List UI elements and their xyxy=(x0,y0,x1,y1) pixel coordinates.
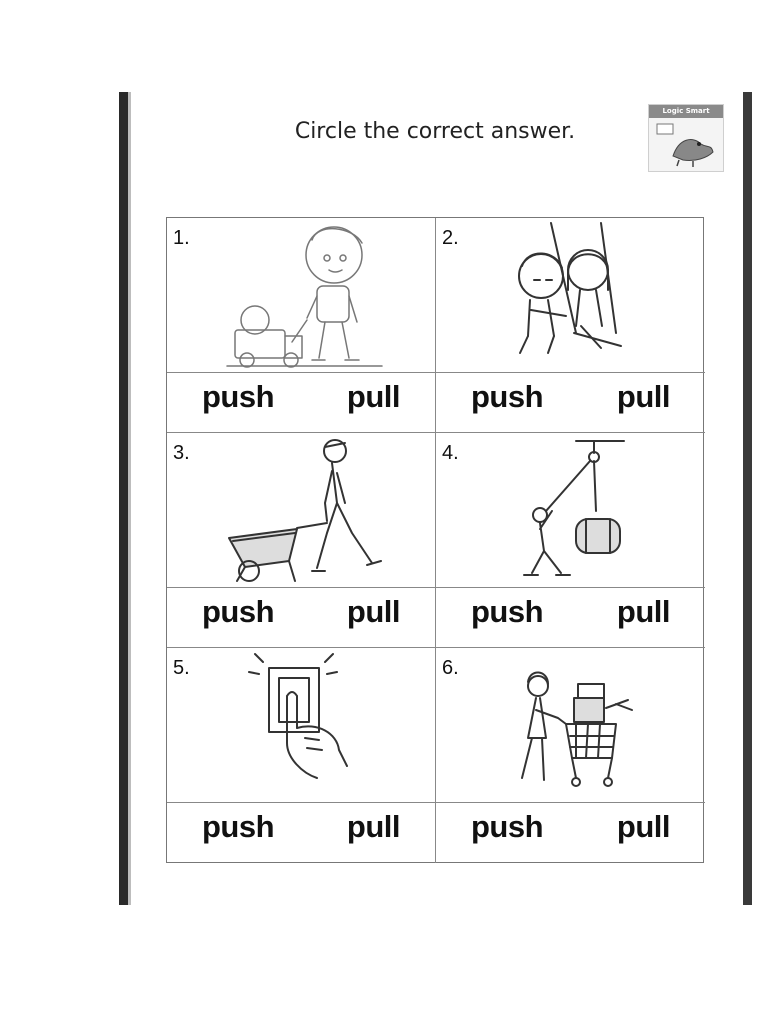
answer-grid xyxy=(166,217,704,863)
push-option[interactable]: push xyxy=(471,594,544,629)
item-1-picture-cell xyxy=(167,218,436,373)
pull-option[interactable]: pull xyxy=(616,809,670,844)
page-left-border xyxy=(119,92,128,905)
item-3-picture-cell xyxy=(167,433,436,588)
item-6-answer-cell xyxy=(436,803,705,863)
item-5-answer-cell xyxy=(167,803,436,863)
logo-text: Logic Smart xyxy=(649,105,723,118)
push-option[interactable]: push xyxy=(202,379,275,414)
item-2-answer-cell xyxy=(436,373,705,433)
item-4-answer-cell xyxy=(436,588,705,648)
item-number: 2. xyxy=(442,227,459,249)
woman-pushing-shopping-cart-icon xyxy=(436,648,704,803)
item-number: 4. xyxy=(442,442,459,464)
boy-pulling-toy-truck-icon xyxy=(167,218,435,373)
item-number: 1. xyxy=(173,227,190,249)
man-pulling-barrel-rope-icon xyxy=(436,433,704,588)
man-pushing-wheelbarrow-icon xyxy=(167,433,435,588)
logo xyxy=(648,104,724,172)
item-6-picture-cell xyxy=(436,648,705,803)
push-option[interactable]: push xyxy=(471,379,544,414)
push-option[interactable]: push xyxy=(202,594,275,629)
finger-pressing-switch-icon xyxy=(167,648,435,803)
page-left-shadow xyxy=(128,92,131,905)
item-4-picture-cell xyxy=(436,433,705,588)
item-number: 5. xyxy=(173,657,190,679)
worksheet-title: Circle the correct answer. xyxy=(294,119,576,144)
item-3-answer-cell xyxy=(167,588,436,648)
pull-option[interactable]: pull xyxy=(616,379,670,414)
item-number: 3. xyxy=(173,442,190,464)
item-number: 6. xyxy=(442,657,459,679)
boy-pushing-girl-on-swing-icon xyxy=(436,218,704,373)
pull-option[interactable]: pull xyxy=(346,379,400,414)
push-option[interactable]: push xyxy=(471,809,544,844)
item-1-answer-cell xyxy=(167,373,436,433)
pull-option[interactable]: pull xyxy=(616,594,670,629)
page-right-border xyxy=(743,92,752,905)
pull-option[interactable]: pull xyxy=(346,594,400,629)
logo-dragon-icon xyxy=(649,118,723,170)
pull-option[interactable]: pull xyxy=(346,809,400,844)
push-option[interactable]: push xyxy=(202,809,275,844)
item-2-picture-cell xyxy=(436,218,705,373)
item-5-picture-cell xyxy=(167,648,436,803)
